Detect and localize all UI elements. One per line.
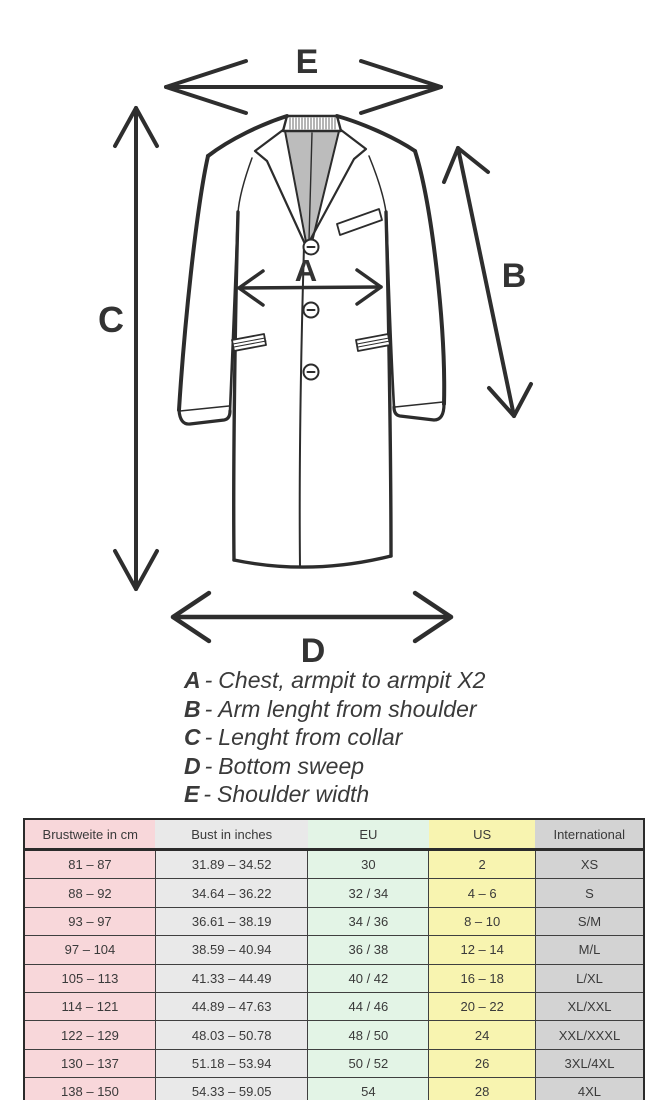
size-cell: 54 — [308, 1078, 429, 1100]
size-cell: M/L — [535, 936, 644, 964]
size-cell: 122 – 129 — [24, 1021, 155, 1049]
size-cell: 93 – 97 — [24, 907, 155, 935]
measurement-legend — [184, 666, 485, 809]
size-cell: 41.33 – 44.49 — [155, 964, 308, 992]
column-header: EU — [308, 819, 429, 850]
size-cell: 130 – 137 — [24, 1049, 155, 1077]
waist-pocket-right — [356, 334, 390, 351]
size-cell: 105 – 113 — [24, 964, 155, 992]
size-cell: 34 / 36 — [308, 907, 429, 935]
legend-item-d: D - Bottom sweep — [184, 752, 365, 779]
size-cell: 8 – 10 — [429, 907, 536, 935]
legend-item-a: A - Chest, armpit to armpit X2 — [184, 667, 486, 693]
size-cell: 32 / 34 — [308, 879, 429, 907]
column-header: Brustweite in cm — [24, 819, 155, 850]
measure-label-d: D — [300, 632, 326, 670]
size-cell: 54.33 – 59.05 — [155, 1078, 308, 1100]
size-cell: 28 — [429, 1078, 536, 1100]
legend-desc: Bottom sweep — [218, 752, 365, 779]
table-row — [24, 1049, 644, 1077]
table-row — [24, 964, 644, 992]
measure-label-c: C — [98, 299, 124, 340]
table-row — [24, 1078, 644, 1100]
size-cell: 44 / 46 — [308, 992, 429, 1020]
size-cell: XXL/XXXL — [535, 1021, 644, 1049]
size-cell: 26 — [429, 1049, 536, 1077]
size-cell: 50 / 52 — [308, 1049, 429, 1077]
size-cell: 97 – 104 — [24, 936, 155, 964]
size-cell: S/M — [535, 907, 644, 935]
legend-desc: Shoulder width — [217, 781, 370, 807]
size-cell: 38.59 – 40.94 — [155, 936, 308, 964]
size-cell: 114 – 121 — [24, 992, 155, 1020]
table-row — [24, 850, 644, 879]
size-cell: 24 — [429, 1021, 536, 1049]
size-cell: 30 — [308, 850, 429, 879]
breast-pocket — [337, 209, 382, 235]
size-cell: 138 – 150 — [24, 1078, 155, 1100]
measure-label-a: A — [294, 253, 318, 288]
size-cell: 3XL/4XL — [535, 1049, 644, 1077]
size-cell: S — [535, 879, 644, 907]
legend-desc: Chest, armpit to armpit X2 — [218, 667, 486, 693]
legend-letter: B — [184, 695, 201, 722]
size-cell: 34.64 – 36.22 — [155, 879, 308, 907]
size-cell: 2 — [429, 850, 536, 879]
legend-letter: D — [184, 752, 201, 779]
table-header-row — [24, 819, 644, 850]
size-cell: 4 – 6 — [429, 879, 536, 907]
size-cell: 36 / 38 — [308, 936, 429, 964]
size-cell: L/XL — [535, 964, 644, 992]
column-header: US — [429, 819, 536, 850]
table-row — [24, 879, 644, 907]
table-row — [24, 936, 644, 964]
legend-item-b: B - Arm lenght from shoulder — [184, 695, 477, 722]
table-row — [24, 992, 644, 1020]
legend-letter: E — [184, 781, 200, 807]
size-table-container — [23, 818, 645, 1100]
legend-desc: Arm lenght from shoulder — [218, 695, 477, 722]
measure-label-e: E — [295, 43, 319, 81]
size-cell: 48 / 50 — [308, 1021, 429, 1049]
size-cell: 48.03 – 50.78 — [155, 1021, 308, 1049]
legend-item-c: C - Lenght from collar — [184, 724, 403, 750]
table-row — [24, 907, 644, 935]
legend-letter: A — [184, 667, 201, 693]
table-row — [24, 1021, 644, 1049]
size-cell: XS — [535, 850, 644, 879]
size-cell: 31.89 – 34.52 — [155, 850, 308, 879]
legend-letter: C — [184, 724, 201, 750]
legend-desc: Lenght from collar — [218, 724, 403, 750]
size-table-body — [24, 850, 644, 1100]
waist-pocket-left — [232, 334, 266, 351]
size-cell: 51.18 – 53.94 — [155, 1049, 308, 1077]
size-cell: 36.61 – 38.19 — [155, 907, 308, 935]
coat-illustration — [179, 116, 444, 567]
size-cell: 20 – 22 — [429, 992, 536, 1020]
size-cell: XL/XXL — [535, 992, 644, 1020]
size-conversion-table — [23, 818, 645, 1100]
size-cell: 16 – 18 — [429, 964, 536, 992]
size-cell: 12 – 14 — [429, 936, 536, 964]
column-header: Bust in inches — [155, 819, 308, 850]
size-cell: 88 – 92 — [24, 879, 155, 907]
measure-arrow-c — [115, 108, 157, 589]
size-cell: 4XL — [535, 1078, 644, 1100]
column-header: International — [535, 819, 644, 850]
measure-label-b: B — [501, 257, 527, 295]
legend-item-e: E - Shoulder width — [184, 781, 370, 807]
size-cell: 40 / 42 — [308, 964, 429, 992]
size-cell: 81 – 87 — [24, 850, 155, 879]
size-cell: 44.89 – 47.63 — [155, 992, 308, 1020]
